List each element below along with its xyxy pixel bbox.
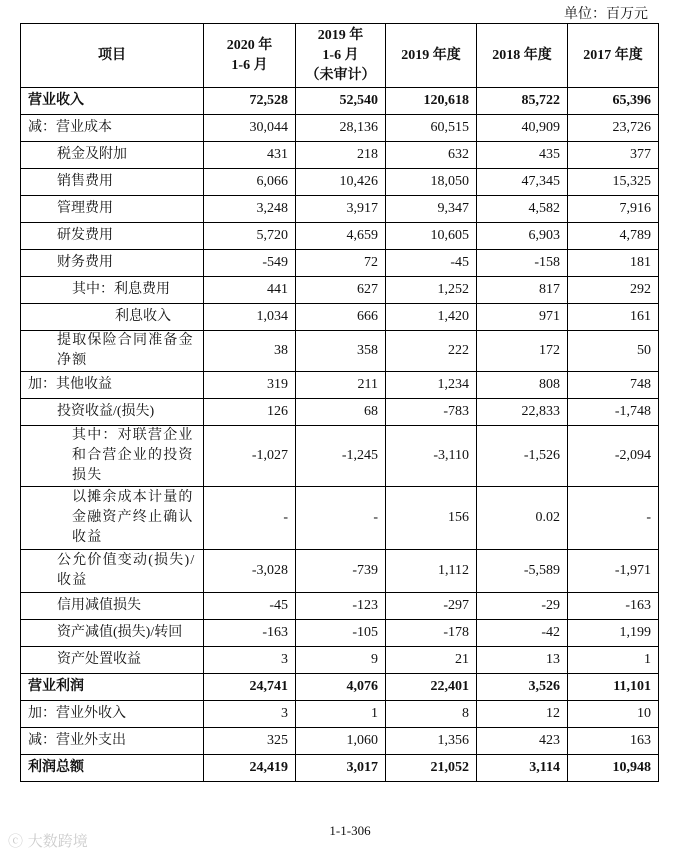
- row-value: 632: [386, 142, 477, 169]
- row-value: 1,060: [296, 728, 386, 755]
- row-label: 利润总额: [21, 755, 204, 782]
- row-value: 3,017: [296, 755, 386, 782]
- row-value: 15,325: [568, 169, 659, 196]
- row-label: 投资收益/(损失): [21, 399, 204, 426]
- row-value: 68: [296, 399, 386, 426]
- row-value: 435: [477, 142, 568, 169]
- row-value: -1,027: [204, 426, 296, 487]
- table-row: [21, 728, 659, 755]
- row-value: 60,515: [386, 115, 477, 142]
- row-value: -1,971: [568, 550, 659, 593]
- row-value: 431: [204, 142, 296, 169]
- row-value: 24,419: [204, 755, 296, 782]
- row-value: 5,720: [204, 223, 296, 250]
- row-value: -1,526: [477, 426, 568, 487]
- table-row: [21, 277, 659, 304]
- table-row: [21, 304, 659, 331]
- table-row: [21, 593, 659, 620]
- row-value: 222: [386, 331, 477, 372]
- row-value: -1,748: [568, 399, 659, 426]
- row-value: 65,396: [568, 88, 659, 115]
- row-value: 1: [568, 647, 659, 674]
- row-value: 9: [296, 647, 386, 674]
- table-row: [21, 620, 659, 647]
- row-label: 其中：利息费用: [21, 277, 204, 304]
- row-value: 40,909: [477, 115, 568, 142]
- row-value: 1,252: [386, 277, 477, 304]
- row-label: 利息收入: [21, 304, 204, 331]
- row-value: 21: [386, 647, 477, 674]
- row-value: 18,050: [386, 169, 477, 196]
- row-value: 50: [568, 331, 659, 372]
- row-value: 6,903: [477, 223, 568, 250]
- row-value: 72,528: [204, 88, 296, 115]
- table-row: [21, 169, 659, 196]
- row-value: -45: [386, 250, 477, 277]
- row-value: -178: [386, 620, 477, 647]
- table-row: [21, 331, 659, 372]
- row-label: 减：营业外支出: [21, 728, 204, 755]
- row-value: 12: [477, 701, 568, 728]
- row-value: 120,618: [386, 88, 477, 115]
- row-value: -1,245: [296, 426, 386, 487]
- row-value: 163: [568, 728, 659, 755]
- row-value: -163: [568, 593, 659, 620]
- table-row: [21, 196, 659, 223]
- row-value: -105: [296, 620, 386, 647]
- row-value: 1,112: [386, 550, 477, 593]
- row-label: 销售费用: [21, 169, 204, 196]
- row-value: 24,741: [204, 674, 296, 701]
- table-row: [21, 550, 659, 593]
- row-value: 47,345: [477, 169, 568, 196]
- unit-label: 单位：百万元: [564, 7, 648, 22]
- row-value: 423: [477, 728, 568, 755]
- row-value: -: [296, 487, 386, 550]
- row-value: 3,114: [477, 755, 568, 782]
- row-label: 研发费用: [21, 223, 204, 250]
- row-label: 信用减值损失: [21, 593, 204, 620]
- row-value: 3: [204, 701, 296, 728]
- row-value: 441: [204, 277, 296, 304]
- row-value: 0.02: [477, 487, 568, 550]
- row-value: 38: [204, 331, 296, 372]
- row-value: -3,110: [386, 426, 477, 487]
- row-label: 管理费用: [21, 196, 204, 223]
- row-value: 10: [568, 701, 659, 728]
- table-row: [21, 426, 659, 487]
- table-header-row: [21, 24, 659, 88]
- row-value: 156: [386, 487, 477, 550]
- row-value: 3,917: [296, 196, 386, 223]
- table-row: [21, 487, 659, 550]
- row-value: 3: [204, 647, 296, 674]
- row-value: 1,034: [204, 304, 296, 331]
- row-label: 税金及附加: [21, 142, 204, 169]
- row-value: -163: [204, 620, 296, 647]
- table-row: [21, 755, 659, 782]
- row-value: 181: [568, 250, 659, 277]
- row-value: 126: [204, 399, 296, 426]
- row-value: 808: [477, 372, 568, 399]
- row-value: -2,094: [568, 426, 659, 487]
- row-value: -5,589: [477, 550, 568, 593]
- row-value: 10,605: [386, 223, 477, 250]
- row-value: -123: [296, 593, 386, 620]
- table-row: [21, 399, 659, 426]
- row-value: 22,401: [386, 674, 477, 701]
- header-period: 2018 年度: [477, 24, 568, 88]
- row-value: 10,426: [296, 169, 386, 196]
- header-item: 项目: [21, 24, 204, 88]
- row-value: 23,726: [568, 115, 659, 142]
- row-value: 1,199: [568, 620, 659, 647]
- table-row: [21, 647, 659, 674]
- row-label: 加：其他收益: [21, 372, 204, 399]
- row-value: 218: [296, 142, 386, 169]
- row-value: 8: [386, 701, 477, 728]
- watermark-logo: ⓒ 大数跨境: [8, 832, 88, 850]
- row-label: 加：营业外收入: [21, 701, 204, 728]
- row-label: 营业收入: [21, 88, 204, 115]
- row-value: 28,136: [296, 115, 386, 142]
- row-value: 10,948: [568, 755, 659, 782]
- income-statement-table: [20, 23, 659, 782]
- row-value: 52,540: [296, 88, 386, 115]
- header-period: 2019 年 1-6 月 （未审计）: [296, 24, 386, 88]
- row-value: 748: [568, 372, 659, 399]
- row-value: 6,066: [204, 169, 296, 196]
- row-value: 1,234: [386, 372, 477, 399]
- row-value: -783: [386, 399, 477, 426]
- row-value: 211: [296, 372, 386, 399]
- row-value: 627: [296, 277, 386, 304]
- table-row: [21, 115, 659, 142]
- row-value: 9,347: [386, 196, 477, 223]
- row-value: -739: [296, 550, 386, 593]
- row-value: 85,722: [477, 88, 568, 115]
- row-value: -297: [386, 593, 477, 620]
- row-value: 11,101: [568, 674, 659, 701]
- row-value: -: [568, 487, 659, 550]
- row-value: 161: [568, 304, 659, 331]
- row-value: 319: [204, 372, 296, 399]
- row-label: 资产处置收益: [21, 647, 204, 674]
- row-value: 172: [477, 331, 568, 372]
- row-value: 21,052: [386, 755, 477, 782]
- row-label: 减：营业成本: [21, 115, 204, 142]
- row-label: 提取保险合同准备金净额: [21, 331, 204, 372]
- header-period: 2017 年度: [568, 24, 659, 88]
- table-row: [21, 372, 659, 399]
- row-label: 其中：对联营企业和合营企业的投资损失: [21, 426, 204, 487]
- row-label: 公允价值变动(损失)/收益: [21, 550, 204, 593]
- row-value: 1,420: [386, 304, 477, 331]
- row-value: -42: [477, 620, 568, 647]
- row-value: 3,248: [204, 196, 296, 223]
- row-label: 营业利润: [21, 674, 204, 701]
- page-number: 1-1-306: [329, 823, 371, 838]
- row-value: 13: [477, 647, 568, 674]
- row-value: 1,356: [386, 728, 477, 755]
- row-value: -45: [204, 593, 296, 620]
- row-value: 72: [296, 250, 386, 277]
- table-row: [21, 142, 659, 169]
- row-value: 325: [204, 728, 296, 755]
- table-row: [21, 250, 659, 277]
- row-label: 以摊余成本计量的金融资产终止确认收益: [21, 487, 204, 550]
- header-period: 2019 年度: [386, 24, 477, 88]
- row-value: 377: [568, 142, 659, 169]
- row-value: 666: [296, 304, 386, 331]
- row-value: 292: [568, 277, 659, 304]
- row-value: 4,582: [477, 196, 568, 223]
- row-value: -158: [477, 250, 568, 277]
- row-value: -3,028: [204, 550, 296, 593]
- row-value: 358: [296, 331, 386, 372]
- table-row: [21, 674, 659, 701]
- row-value: 4,789: [568, 223, 659, 250]
- table-row: [21, 701, 659, 728]
- row-label: 财务费用: [21, 250, 204, 277]
- row-label: 资产减值(损失)/转回: [21, 620, 204, 647]
- row-value: -: [204, 487, 296, 550]
- row-value: -29: [477, 593, 568, 620]
- header-period: 2020 年 1-6 月: [204, 24, 296, 88]
- table-row: [21, 88, 659, 115]
- row-value: 7,916: [568, 196, 659, 223]
- row-value: 1: [296, 701, 386, 728]
- row-value: 3,526: [477, 674, 568, 701]
- row-value: 4,076: [296, 674, 386, 701]
- table-row: [21, 223, 659, 250]
- watermark-text: 大数跨境: [27, 832, 88, 850]
- row-value: 30,044: [204, 115, 296, 142]
- row-value: 4,659: [296, 223, 386, 250]
- row-value: 971: [477, 304, 568, 331]
- row-value: 22,833: [477, 399, 568, 426]
- row-value: 817: [477, 277, 568, 304]
- row-value: -549: [204, 250, 296, 277]
